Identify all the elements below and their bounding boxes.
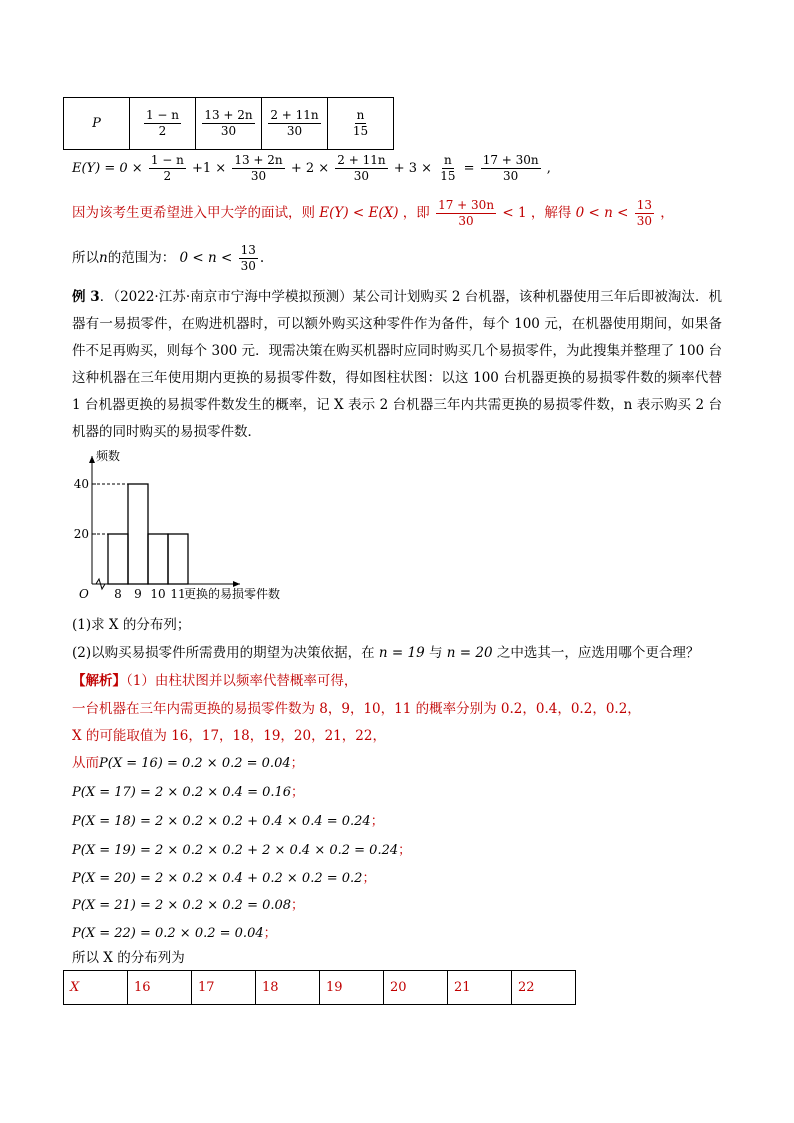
probability-line: P(X = 21) = 2 × 0.2 × 0.2 = 0.08；: [72, 898, 305, 913]
table-label-p: P: [64, 98, 130, 150]
question-1: (1)求 X 的分布列；: [72, 617, 191, 633]
bar-chart: [72, 450, 302, 610]
table-cell: $\frac{n}{15}$: [328, 98, 394, 150]
x-axis-label: 更换的易损零件数: [184, 587, 281, 601]
table-cell: $\frac{1 - n}{2}$: [130, 98, 196, 150]
bar: [108, 534, 128, 584]
range-line: 所以n的范围为： 0 < n < $\frac{13}{30}$ .: [72, 243, 265, 273]
probability-line: 从而P(X = 16) = 0.2 × 0.2 = 0.04；: [72, 755, 304, 771]
y-tick-label: 20: [73, 527, 89, 541]
x-tick-label: 11: [170, 587, 186, 601]
question-2: (2)以购买易损零件所需费用的期望为决策依据，在 n = 19 与 n = 20 之中选其一，应选用哪个更合理？: [72, 645, 700, 661]
table-label-x: X: [64, 971, 128, 1005]
probability-line: P(X = 18) = 2 × 0.2 × 0.2 + 0.4 × 0.4 = 0.24；: [72, 814, 384, 829]
probability-line: P(X = 17) = 2 × 0.2 × 0.4 = 0.16；: [72, 785, 305, 800]
probability-line: P(X = 22) = 0.2 × 0.2 = 0.04；: [72, 926, 277, 941]
y-axis-arrow: [89, 456, 95, 463]
table-cell: 17: [192, 971, 256, 1005]
x-tick-label: 9: [134, 587, 142, 601]
table-cell: $\frac{13 + 2n}{30}$: [196, 98, 262, 150]
table-cell: 20: [384, 971, 448, 1005]
table-cell: 19: [320, 971, 384, 1005]
example-3-paragraph: [72, 284, 722, 446]
table-cell: 18: [256, 971, 320, 1005]
bar: [168, 534, 188, 584]
bar: [148, 534, 168, 584]
distribution-label: 所以 X 的分布列为: [72, 950, 185, 966]
y-tick-label: 40: [73, 477, 89, 491]
table-cell: 16: [128, 971, 192, 1005]
table-cell: $\frac{2 + 11n}{30}$: [262, 98, 328, 150]
table-cell: 21: [448, 971, 512, 1005]
conclusion-line: 因为该考生更希望进入甲大学的面试，则 E(Y) < E(X) ，即 $\frac{17 + 30n}{30}$ < 1 ，解得 0 < n < $\frac{13}{30}$ ，: [72, 198, 674, 228]
distribution-table: [63, 970, 576, 1005]
x-tick-label: 10: [150, 587, 166, 601]
origin-label: O: [79, 587, 89, 601]
solution-line-2: 一台机器在三年内需更换的易损零件数为 8，9，10，11 的概率分别为 0.2，0.4，0.2，0.2，: [72, 701, 641, 717]
top-probability-table: [63, 97, 394, 150]
example-text: ．（2022·江苏·南京市宁海中学模拟预测）某公司计划购买 2 台机器，该种机器使用三年后即被淘汰．机器有一易损零件，在购进机器时，可以额外购买这种零件作为备件，每个 100 元，在机器使用期间，如果备件不足再购买，则每个 300 元．现需决策在购买机器时应同时购买几个易损零件，为此搜集并整理了 100 台这种机器在三年使用期内更换的易损零件数，得如图柱状图：以这 100 台机器更换的易损零件数的频率代替 1 台机器更换的易损零件数发生的概率，记 X 表示 2 台机器三年内共需更换的易损零件数，n 表示购买 2 台机器的同时购买的易损零件数．: [72, 289, 723, 440]
probability-line: P(X = 19) = 2 × 0.2 × 0.2 + 2 × 0.4 × 0.2 = 0.24；: [72, 843, 412, 858]
bar: [128, 484, 148, 584]
table-cell: 22: [512, 971, 576, 1005]
solution-header: 【解析】（1）由柱状图并以频率代替概率可得，: [72, 673, 358, 689]
example-label: 例 3: [72, 289, 100, 305]
solution-tag: 【解析】: [72, 673, 126, 689]
x-tick-label: 8: [114, 587, 122, 601]
y-axis-label: 频数: [96, 450, 121, 463]
probability-line: P(X = 20) = 2 × 0.2 × 0.4 + 0.2 × 0.2 = 0.2；: [72, 871, 376, 886]
solution-line-3: X 的可能取值为 16，17，18，19，20，21，22，: [72, 728, 386, 744]
expectation-line: E(Y) = 0 × $\frac{1 - n}{2}$ +1 × $\frac{13 + 2n}{30}$ + 2 × $\frac{2 + 11n}{30}$ + 3 × $\frac{n}{15}$ = $\frac{17 + 30n}{30}$ ,: [72, 153, 551, 183]
